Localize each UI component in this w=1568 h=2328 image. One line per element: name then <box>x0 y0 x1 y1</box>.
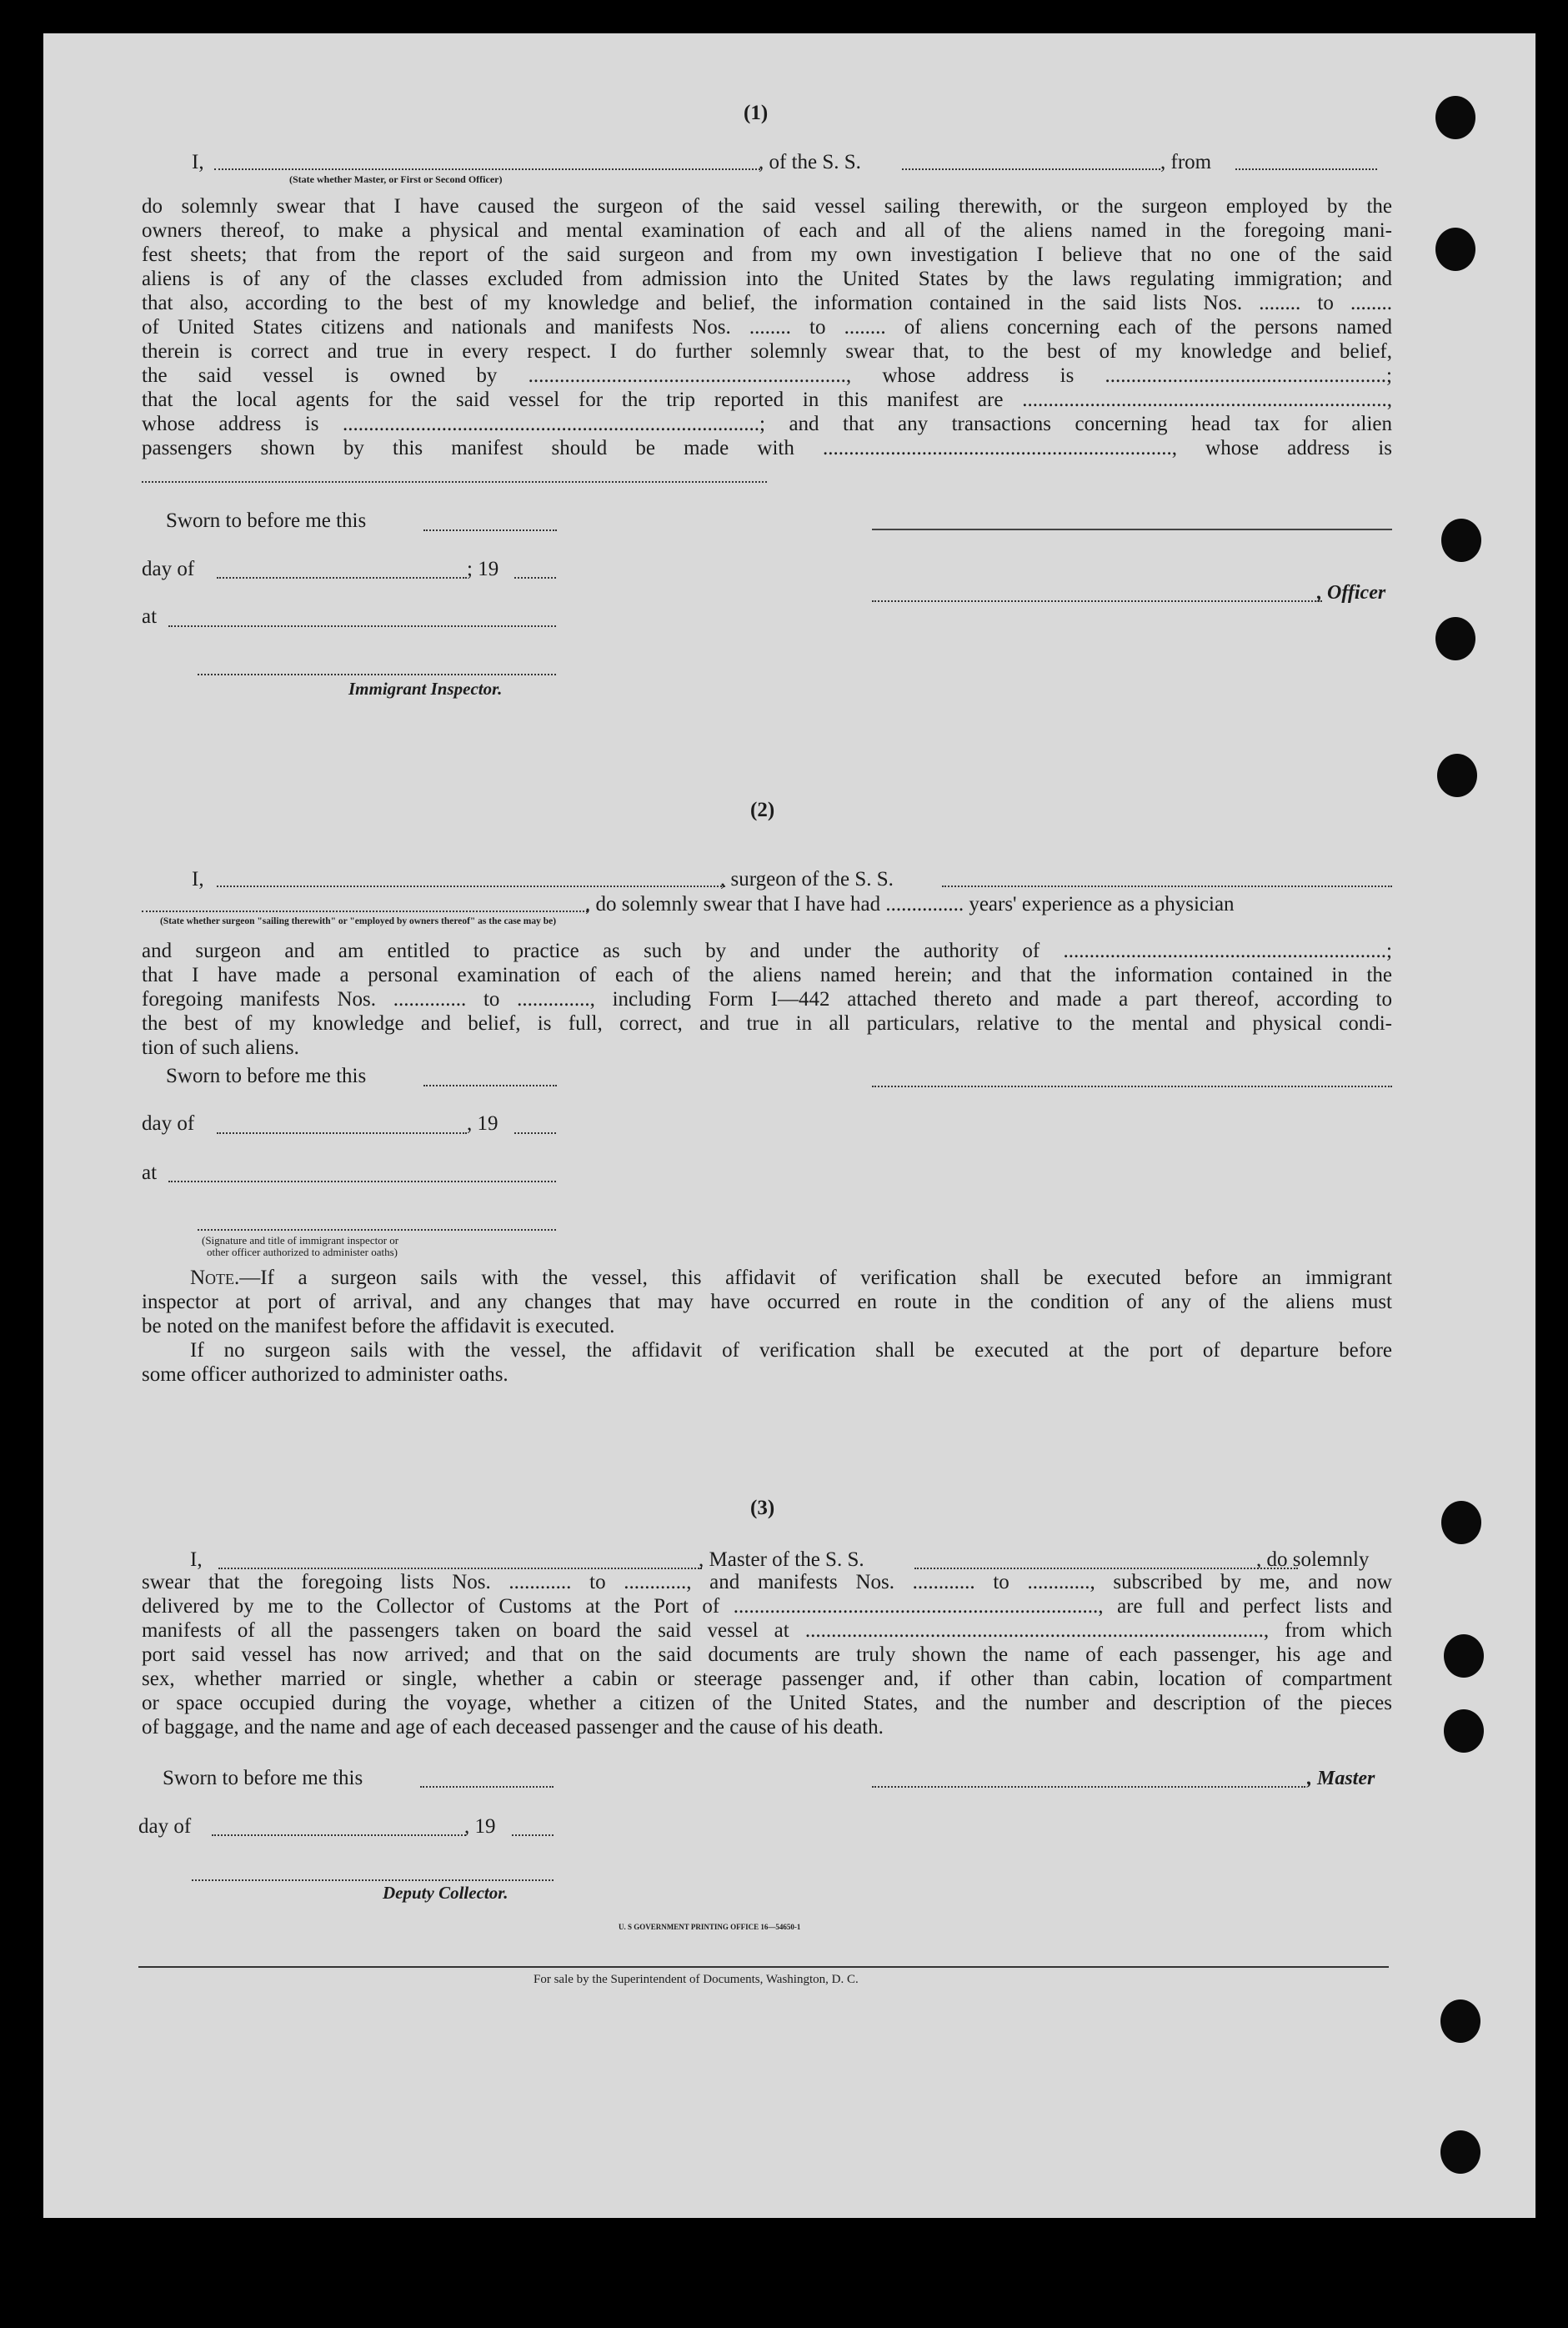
s2-status-note: (State whether surgeon "sailing therewith" or "employed by owners thereof" as the case may be) <box>160 916 557 926</box>
s1-body-line: whose address is ................................................................................; and that any transactions concerning head tax for alien <box>142 413 1392 435</box>
s3-master-name-field[interactable] <box>218 1568 702 1569</box>
gpo-imprint: U. S GOVERNMENT PRINTING OFFICE 16—54650-1 <box>619 1923 801 1931</box>
s3-body-line: of baggage, and the name and age of each deceased passenger and the cause of his death. <box>142 1716 884 1738</box>
s2-sworn-label: Sworn to before me this <box>166 1065 367 1087</box>
section-2-number: (2) <box>750 799 775 821</box>
s1-body-line: owners thereof, to make a physical and mental examination of each and all of the aliens named in the foregoing mani- <box>142 219 1392 242</box>
s3-year-field[interactable] <box>512 1834 554 1836</box>
s1-i-label: I, <box>192 151 204 173</box>
s2-body-line: tion of such aliens. <box>142 1036 299 1059</box>
s2-experience-line: , do solemnly swear that I have had ............... years' experience as a physician <box>585 893 1235 916</box>
s2-body-line: foregoing manifests Nos. .............. to .............., including Form I—442 attached thereto and made a part thereof, according to <box>142 988 1392 1011</box>
s2-day-of-label: day of <box>142 1112 195 1135</box>
s1-body-line: do solemnly swear that I have caused the surgeon of the said vessel sailing therewith, or the surgeon employed by the <box>142 195 1392 218</box>
s2-note-line: be noted on the manifest before the affidavit is executed. <box>142 1315 615 1337</box>
s3-deputy-label: Deputy Collector. <box>383 1883 508 1903</box>
punch-hole <box>1435 96 1475 139</box>
form-sheet <box>43 33 1535 2218</box>
s1-body-line: passengers shown by this manifest should be made with ..................................................................., whose address is <box>142 437 1392 459</box>
s3-body-line: delivered by me to the Collector of Customs at the Port of ......................................................................, are full and perfect lists and <box>142 1595 1392 1618</box>
punch-hole <box>1444 1634 1484 1678</box>
s2-surgeon-of-label: , surgeon of the S. S. <box>720 868 894 891</box>
s1-head-tax-address-field[interactable] <box>142 481 767 483</box>
s1-of-ss-label: , of the S. S. <box>759 151 861 173</box>
section-3-number: (3) <box>750 1497 775 1519</box>
s1-at-place-field[interactable] <box>168 625 556 627</box>
s2-note-line: inspector at port of arrival, and any changes that may have occurred en route in the condition of any of the aliens must <box>142 1291 1392 1313</box>
s3-body-line: manifests of all the passengers taken on board the said vessel at ........................................................................................, from which <box>142 1619 1392 1642</box>
s2-surgeon-status-field[interactable] <box>142 911 588 912</box>
s1-body-line: therein is correct and true in every respect. I do further solemnly swear that, to the best of my knowledge and belief, <box>142 340 1392 363</box>
s3-solemnly-label: , do solemnly <box>1256 1548 1370 1571</box>
punch-hole <box>1441 1501 1481 1544</box>
punch-hole <box>1440 1999 1480 2043</box>
s3-sworn-day-field[interactable] <box>420 1786 554 1788</box>
s1-year-field[interactable] <box>514 577 556 579</box>
s1-year-label: ; 19 <box>467 558 499 580</box>
s2-body-line: that I have made a personal examination of each of the aliens named herein; and that the information contained in the <box>142 964 1392 986</box>
s2-ship-name-field[interactable] <box>942 886 1392 887</box>
s2-body-line: and surgeon and am entitled to practice as such by and under the authority of ..............................................................; <box>142 940 1392 962</box>
punch-hole <box>1437 754 1477 797</box>
s2-inspector-signature-line[interactable] <box>198 1229 556 1231</box>
s1-from-port-field[interactable] <box>1235 168 1377 170</box>
s1-officer-label: , Officer <box>1317 582 1386 604</box>
s1-body-line: that also, according to the best of my knowledge and belief, the information contained in the said lists Nos. ........ to ........ <box>142 292 1392 314</box>
s1-month-field[interactable] <box>217 577 467 579</box>
punch-hole <box>1440 2130 1480 2174</box>
s1-inspector-label: Immigrant Inspector. <box>348 679 503 699</box>
punch-hole <box>1435 228 1475 271</box>
s2-year-label: , 19 <box>467 1112 498 1135</box>
footer-rule <box>138 1966 1389 1968</box>
s1-body-line: of United States citizens and nationals and manifests Nos. ........ to ........ of aliens concerning each of the persons named <box>142 316 1392 339</box>
s3-body-line: or space occupied during the voyage, whether a citizen of the United States, and the number and description of the pieces <box>142 1692 1392 1714</box>
s3-master-of-label: , Master of the S. S. <box>699 1548 864 1571</box>
s1-body-line: that the local agents for the said vessel for the trip reported in this manifest are ......................................................................, <box>142 389 1392 411</box>
s1-ship-name-field[interactable] <box>902 168 1160 170</box>
s1-master-signature-line[interactable] <box>872 529 1392 530</box>
s2-month-field[interactable] <box>217 1132 467 1134</box>
s3-year-label: , 19 <box>464 1815 496 1838</box>
punch-hole <box>1435 617 1475 660</box>
s1-rank-note: (State whether Master, or First or Second Officer) <box>289 173 503 185</box>
s2-note-line <box>190 1266 1392 1290</box>
s1-from-label: , from <box>1160 151 1212 173</box>
s3-master-label: , Master <box>1307 1768 1375 1789</box>
s3-body-line: sex, whether married or single, whether a cabin or steerage passenger and, if other than cabin, location of compartment <box>142 1668 1392 1690</box>
s1-day-of-label: day of <box>142 558 195 580</box>
s3-i-label: I, <box>190 1548 203 1571</box>
s3-day-of-label: day of <box>138 1815 192 1838</box>
note-text: —If a surgeon sails with the vessel, this affidavit of verification shall be executed before an immigrant <box>239 1267 1392 1289</box>
s2-i-label: I, <box>192 868 204 891</box>
s2-surgeon-name-field[interactable] <box>217 886 725 887</box>
s1-at-label: at <box>142 605 158 628</box>
s2-surgeon-signature-line[interactable] <box>872 1086 1392 1087</box>
s1-inspector-signature-line[interactable] <box>198 674 556 675</box>
note-label: Note. <box>190 1267 240 1289</box>
s3-collector-signature-line[interactable] <box>192 1879 554 1881</box>
s3-month-field[interactable] <box>212 1834 466 1836</box>
s3-master-signature-line[interactable] <box>872 1786 1305 1788</box>
punch-hole <box>1441 519 1481 562</box>
s3-body-line: port said vessel has now arrived; and that on the said documents are truly shown the name of each passenger, his age and <box>142 1643 1392 1666</box>
s2-at-label: at <box>142 1161 158 1184</box>
s1-sworn-day-field[interactable] <box>423 529 557 531</box>
sale-notice: For sale by the Superintendent of Documents, Washington, D. C. <box>534 1973 859 1986</box>
s3-ship-name-field[interactable] <box>914 1568 1298 1569</box>
s3-body-line: swear that the foregoing lists Nos. ............ to ............, and manifests Nos. ............ to ............, subscribed by me, and now <box>142 1571 1392 1593</box>
s1-officer-signature-line[interactable] <box>872 600 1322 602</box>
s1-body-line: aliens is of any of the classes excluded from admission into the United States by the laws regulating immigration; and <box>142 268 1392 290</box>
s2-sworn-day-field[interactable] <box>423 1085 557 1086</box>
s3-sworn-label: Sworn to before me this <box>163 1767 363 1789</box>
s2-signature-note: (Signature and title of immigrant inspector or <box>202 1234 399 1247</box>
punch-hole <box>1444 1709 1484 1753</box>
s2-body-line: the best of my knowledge and belief, is full, correct, and true in all particulars, relative to the mental and physical condi- <box>142 1012 1392 1035</box>
section-1-number: (1) <box>744 102 769 124</box>
s2-note-line: If no surgeon sails with the vessel, the affidavit of verification shall be executed at the port of departure before <box>190 1339 1392 1362</box>
s2-at-place-field[interactable] <box>168 1181 556 1182</box>
s1-officer-name-field[interactable] <box>214 168 760 170</box>
s2-note-line: some officer authorized to administer oaths. <box>142 1363 508 1386</box>
s1-body-line: fest sheets; that from the report of the said surgeon and from my own investigation I believe that no one of the said <box>142 243 1392 266</box>
s2-year-field[interactable] <box>514 1132 556 1134</box>
s1-body-line: the said vessel is owned by ............................................................., whose address is ......................................................; <box>142 364 1392 387</box>
s2-signature-note: other officer authorized to administer oaths) <box>207 1246 398 1258</box>
s1-sworn-label: Sworn to before me this <box>166 509 367 532</box>
